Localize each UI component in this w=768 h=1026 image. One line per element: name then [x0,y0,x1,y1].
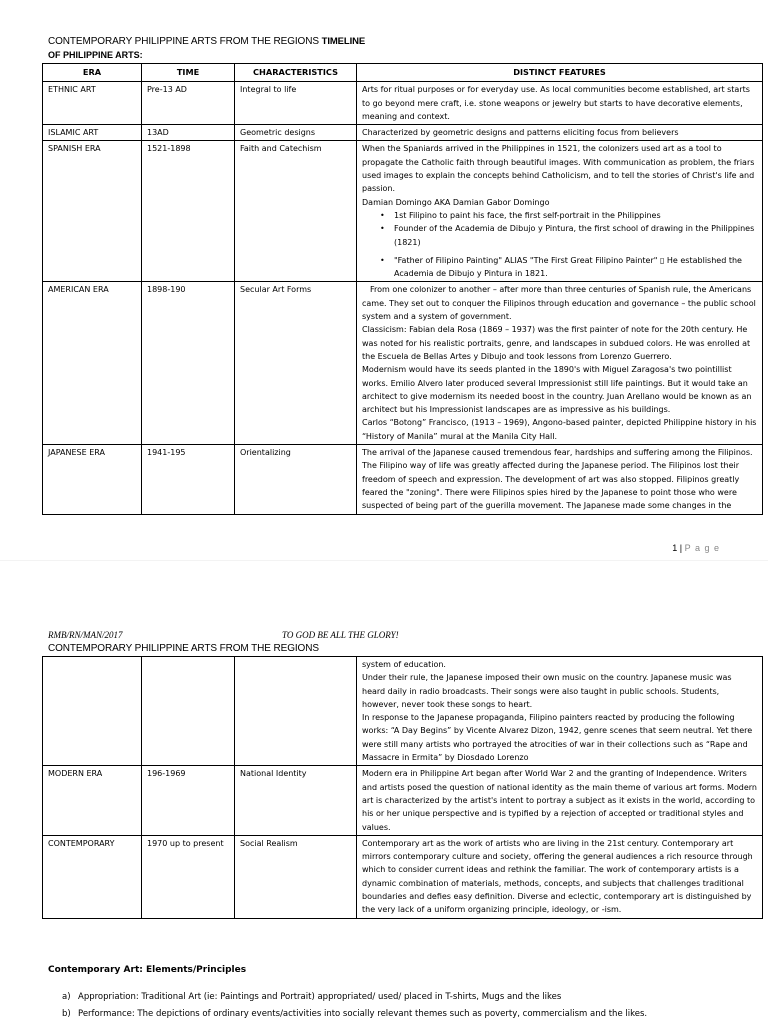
time-cell: 1970 up to present [142,835,235,918]
features-paragraph: Carlos “Botong” Francisco, (1913 – 1969), Angono-based painter, depicted Philippine history in his “History of Manila” mural at the Manila City Hall. [362,418,757,441]
features-paragraph: From one colonizer to another – after more than three centuries of Spanish rule, the Americans came. They set out to conquer the Filipinos through education and governance – the public school system and a system of government. [362,285,756,322]
time-cell [142,657,235,766]
features-paragraph: Modernism would have its seeds planted in the 1890's with Miguel Zaragosa's two pointillist works. Emilio Alvero later produced several Impressionist still life paintings. But it would take an architect to give modernism its needed boost in the country. Juan Arellano would be known as an architect but his Impressionist landscapes are as impressive as his buildings. [362,365,752,415]
table-row [43,125,763,141]
header-era: ERA [43,64,142,82]
header-code: RMB/RN/MAN/2017 [48,630,123,640]
features-paragraph: When the Spaniards arrived in the Philippines in 1521, the colonizers used art as a tool to propagate the Catholic faith through beautiful images. With communication as problem, the friars used images to explain the concepts behind Catholicism, and to tell the stories of Christ's life and passion. [362,144,755,194]
characteristics-cell: Faith and Catechism [235,141,357,282]
era-cell: AMERICAN ERA [43,282,142,445]
features-paragraph: Classicism: Fabian dela Rosa (1869 – 1937) was the first painter of note for the 20th century. He was noted for his realistic portraits, genre, and landscapes in subdued colors. He was enrolled at the Escuela de Bellas Artes y Dibujo and took lessons from Lorenzo Guerrero. [362,325,751,361]
table-row [43,445,763,514]
era-cell: ETHNIC ART [43,82,142,125]
header-time: TIME [142,64,235,82]
characteristics-cell: Integral to life [235,82,357,125]
era-cell: CONTEMPORARY [43,835,142,918]
page-number: 1 | P a g e [672,543,720,553]
list-item: b) Performance: The depictions of ordinary events/activities into socially relevant themes such as poverty, commercialism and the likes. [62,1009,648,1019]
elements-heading: Contemporary Art: Elements/Principles [48,965,247,975]
features-paragraph: In response to the Japanese propaganda, Filipino painters reacted by producing the following works: “A Day Begins” by Vicente Alvarez Dizon, 1942, genre scenes that seem neutral. Yet there were still many artists who portrayed the atrocities of war in their collections such as “Rape and Massacre in Ermita” by Diosdado Lorenzo [362,713,753,763]
characteristics-cell: Orientalizing [235,445,357,514]
features-cell [357,282,763,445]
features-cell: Characterized by geometric designs and patterns eliciting focus from believers [357,125,763,141]
time-cell: 1941-195 [142,445,235,514]
page-2 [0,560,768,1025]
features-cell: Contemporary art as the work of artists who are living in the 21st century. Contemporary art mirrors contemporary culture and society, offering the general audiences a rich resource through which to consider current ideas and rethink the familiar. The work of contemporary artists is a dynamic combination of materials, methods, concepts, and subjects that challenges traditional boundaries and defies easy definition. Diverse and eclectic, contemporary art is distinguished by the very lack of a uniform organizing principle, ideology, or -ism. [357,835,763,918]
table-row [43,282,763,445]
list-item: • Founder of the Academia de Dibujo y Pintura, the first school of drawing in the Philippines (1821) [394,222,757,249]
bullet-list [362,209,757,280]
characteristics-cell: Secular Art Forms [235,282,357,445]
time-cell: 196-1969 [142,766,235,835]
table-header-row [43,64,763,82]
time-cell: 1898-190 [142,282,235,445]
timeline-table [42,63,763,515]
timeline-table-continued [42,656,763,919]
characteristics-cell: Social Realism [235,835,357,918]
characteristics-cell [235,657,357,766]
time-cell: Pre-13 AD [142,82,235,125]
time-cell: 13AD [142,125,235,141]
era-cell: SPANISH ERA [43,141,142,282]
list-item: a) Appropriation: Traditional Art (ie: Paintings and Portrait) appropriated/ used/ placed in T-shirts, Mugs and the likes [62,992,562,1002]
features-cell [357,141,763,282]
characteristics-cell: National Identity [235,766,357,835]
era-cell: ISLAMIC ART [43,125,142,141]
features-cell: The arrival of the Japanese caused tremendous fear, hardships and suffering among the Filipinos. The Filipino way of life was greatly affected during the Japanese period. The Filipinos lost their freedom of speech and expression. The development of art was also stopped. Filipinos greatly feared the "zoning". There were Filipinos spies hired by the Japanese to point those who were suspected of being part of the guerilla movement. The Japanese made some changes in the [357,445,763,514]
header-distinct-features: DISTINCT FEATURES [357,64,763,82]
document-subtitle: OF PHILIPPINE ARTS: [48,50,143,60]
time-cell: 1521-1898 [142,141,235,282]
list-item: • "Father of Filipino Painting" ALIAS "The First Great Filipino Painter" ▯ He established the Academia de Dibujo y Pintura in 1821. [394,254,757,281]
characteristics-cell: Geometric designs [235,125,357,141]
list-item: • 1st Filipino to paint his face, the first self-portrait in the Philippines [394,209,757,222]
document-title: CONTEMPORARY PHILIPPINE ARTS FROM THE REGIONS [48,643,319,654]
era-cell: MODERN ERA [43,766,142,835]
features-paragraph: system of education. [362,660,446,669]
header-motto: TO GOD BE ALL THE GLORY! [282,630,399,640]
header-characteristics: CHARACTERISTICS [235,64,357,82]
features-cell [357,657,763,766]
table-row [43,766,763,835]
features-paragraph: Under their rule, the Japanese imposed their own music on the country. Japanese music was heard daily in radio broadcasts. Their songs were also taught in public schools. Students, however, never took these songs to heart. [362,673,732,709]
table-row [43,835,763,918]
table-row [43,657,763,766]
features-cell: Modern era in Philippine Art began after World War 2 and the granting of Independence. Writers and artists posed the question of national identity as the main theme of various art forms. Modern art is characterized by the artist's intent to portray a subject as it exists in the world, according to his or her unique perspective and is typified by a rejection of accepted or traditional styles and values. [357,766,763,835]
features-paragraph: Damian Domingo AKA Damian Gabor Domingo [362,197,550,207]
document-title: CONTEMPORARY PHILIPPINE ARTS FROM THE REGIONS TIMELINE [48,36,366,47]
features-cell: Arts for ritual purposes or for everyday use. As local communities become established, art starts to go beyond mere craft, i.e. stone weapons or jewelry but starts to have decorative elements, meaning and context. [357,82,763,125]
era-cell [43,657,142,766]
table-row [43,141,763,282]
table-row [43,82,763,125]
era-cell: JAPANESE ERA [43,445,142,514]
principles-list [62,992,752,1026]
